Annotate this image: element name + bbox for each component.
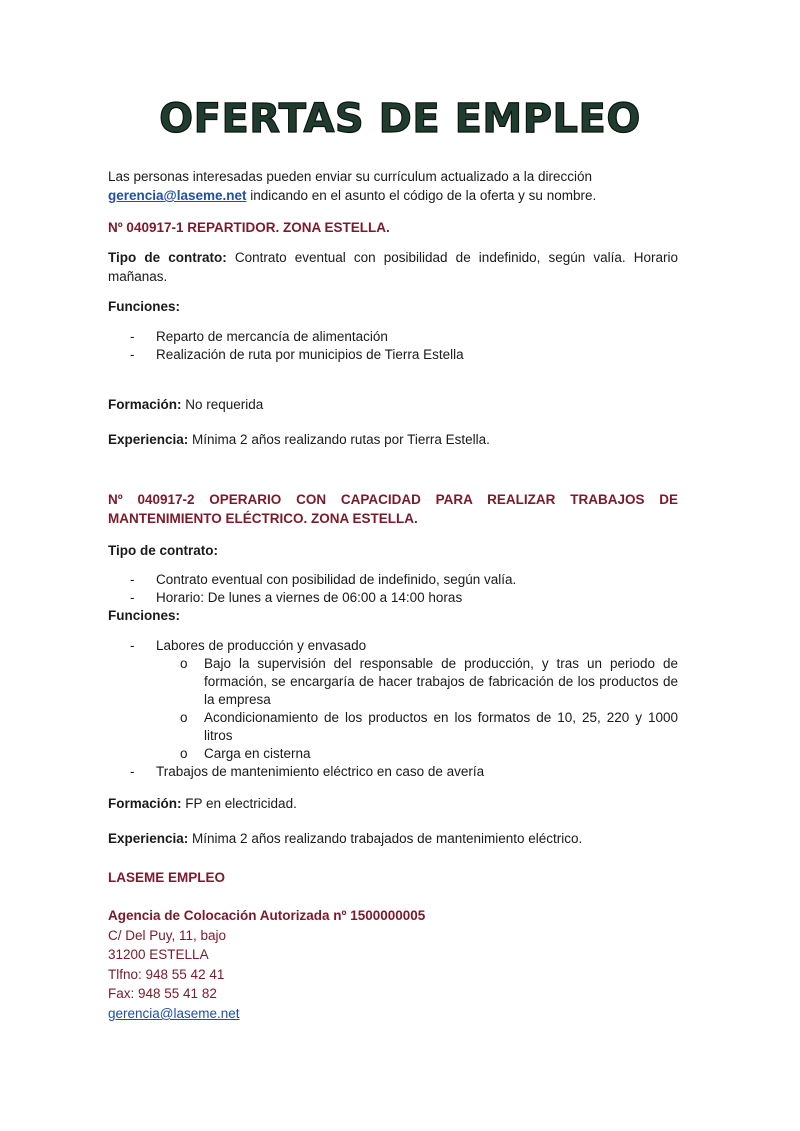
- offer1-functions-label: Funciones:: [108, 299, 181, 314]
- offer2-training-text: FP en electricidad.: [181, 796, 297, 811]
- offer1-experience: [108, 430, 678, 449]
- footer-brand: LASEME EMPLEO: [108, 870, 226, 885]
- footer-address2: 31200 ESTELLA: [108, 947, 209, 963]
- offer1-contract: [108, 248, 678, 286]
- list-item: - Horario: De lunes a viernes de 06:00 a 14:00 horas: [108, 589, 678, 607]
- offer2-training-label: Formación:: [108, 796, 182, 811]
- offer1-contract-text: Contrato eventual con posibilidad de indefinido, según valía. Horario mañanas.: [108, 250, 679, 284]
- offer1-heading: Nº 040917-1 REPARTIDOR. ZONA ESTELLA.: [108, 220, 390, 235]
- intro-text-after: indicando en el asunto el código de la oferta y su nombre.: [246, 188, 597, 203]
- offer1-contract-label: Tipo de contrato:: [108, 250, 227, 265]
- footer-agency: Agencia de Colocación Autorizada nº 1500000005: [108, 908, 426, 923]
- offer1-experience-text: Mínima 2 años realizando rutas por Tierra Estella.: [188, 432, 490, 447]
- offer2-experience-text: Mínima 2 años realizando trabajados de mantenimiento eléctrico.: [188, 831, 583, 846]
- intro-email-link[interactable]: gerencia@laseme.net: [108, 188, 247, 203]
- offer2-training: [108, 794, 678, 813]
- footer-address1: C/ Del Puy, 11, bajo: [108, 927, 227, 943]
- intro-paragraph: [108, 167, 678, 205]
- list-item: - Contrato eventual con posibilidad de indefinido, según valía.: [108, 571, 678, 589]
- intro-text: Las personas interesadas pueden enviar su currículum actualizado a la dirección: [108, 169, 593, 184]
- offer2-contract-label: Tipo de contrato:: [108, 543, 218, 558]
- offer2-experience-label: Experiencia:: [108, 831, 189, 846]
- footer-phone: Tlfno: 948 55 42 41: [108, 966, 225, 982]
- footer-email-link[interactable]: gerencia@laseme.net: [108, 1005, 240, 1021]
- offer2-contract-list: [108, 571, 678, 607]
- page-title: OFERTAS DE EMPLEO: [159, 96, 641, 142]
- offer2-heading: Nº 040917-2 OPERARIO CON CAPACIDAD PARA REALIZAR TRABAJOS DE MANTENIMIENTO ELÉCTRICO. ZONA ESTELLA.: [108, 492, 678, 526]
- list-item: - Reparto de mercancía de alimentación: [108, 328, 678, 346]
- list-item: - Trabajos de mantenimiento eléctrico en caso de avería: [108, 763, 678, 781]
- sub-list-item: o Bajo la supervisión del responsable de producción, y tras un periodo de formación, se encargaría de hacer trabajos de fabricación de los productos de la empresa: [108, 655, 678, 709]
- offer2-experience: [108, 829, 678, 848]
- offer1-training-text: No requerida: [181, 397, 264, 412]
- footer-contact: [108, 906, 678, 1024]
- offer2-functions-label: Funciones:: [108, 608, 181, 623]
- offer1-functions-list: [108, 328, 678, 364]
- offer1-experience-label: Experiencia:: [108, 432, 189, 447]
- list-item: - Labores de producción y envasado: [108, 637, 678, 655]
- offer1-training: [108, 395, 678, 414]
- offer1-training-label: Formación:: [108, 397, 182, 412]
- offer2-functions-list: [108, 637, 678, 781]
- list-item: - Realización de ruta por municipios de Tierra Estella: [108, 346, 678, 364]
- footer-fax: Fax: 948 55 41 82: [108, 986, 217, 1002]
- sub-list-item: o Acondicionamiento de los productos en los formatos de 10, 25, 220 y 1000 litros: [108, 709, 678, 745]
- sub-list-item: o Carga en cisterna: [108, 745, 678, 763]
